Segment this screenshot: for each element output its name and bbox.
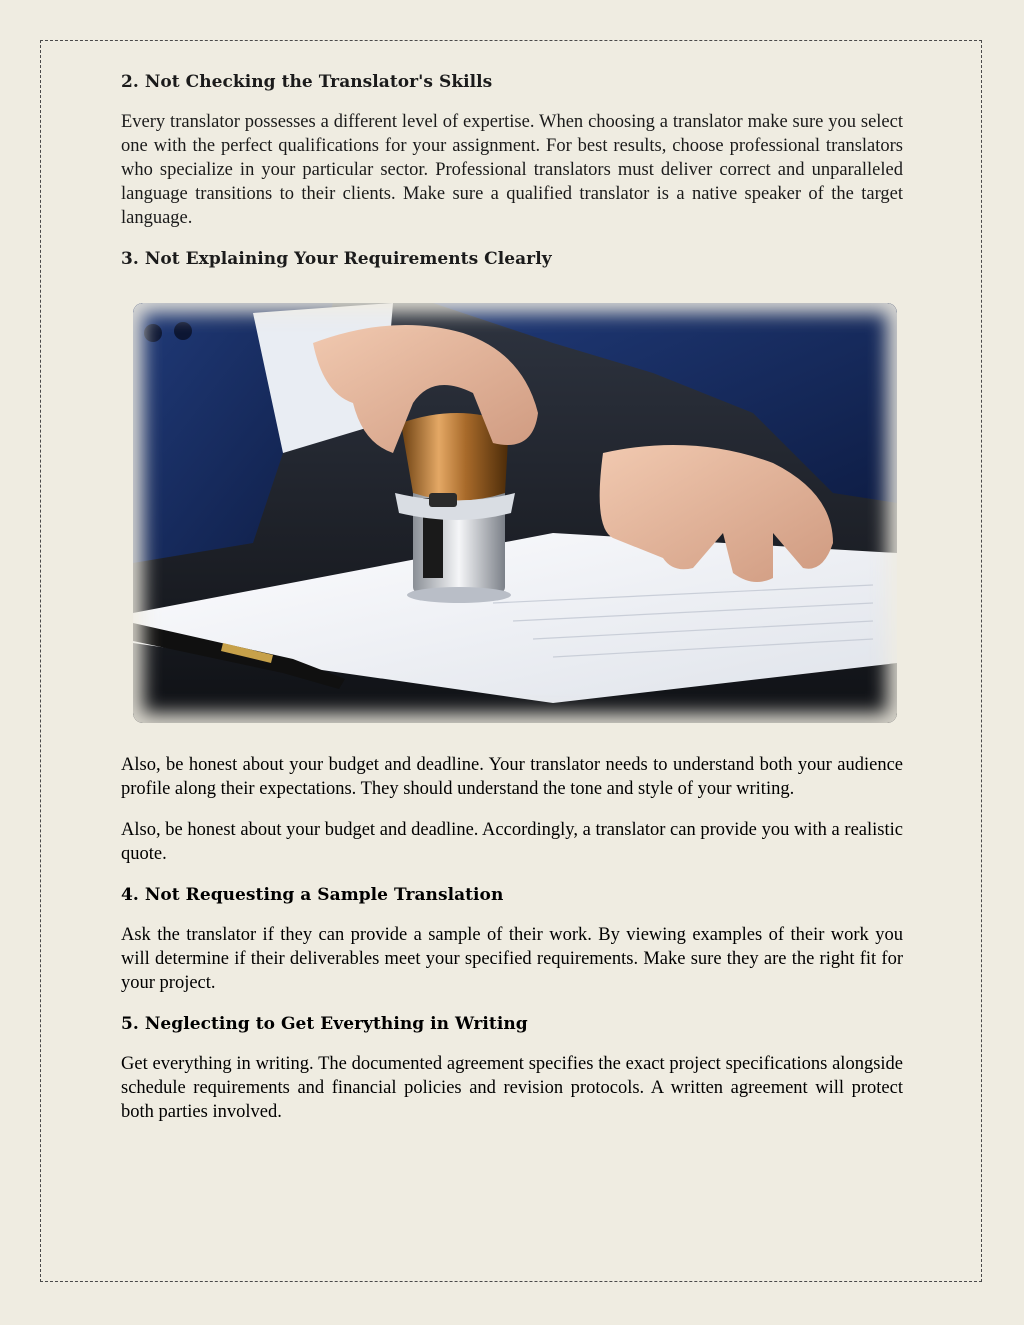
section-paragraph-sample: Ask the translator if they can provide a sample of their work. By viewing examples of their work you will determine if their deliverables meet your specified requirements. Make sure they are the right fit for your project. (121, 925, 903, 993)
section-paragraph-requirements-1: Also, be honest about your budget and deadline. Your translator needs to understand both your audience profile along their expectations. They should understand the tone and style of your writing. (121, 755, 903, 799)
stamp-on-document-photo-icon (133, 303, 897, 723)
lower-content (121, 753, 903, 1141)
section-heading-skills: 2. Not Checking the Translator's Skills (121, 72, 493, 92)
section-heading-sample: 4. Not Requesting a Sample Translation (121, 885, 504, 905)
top-content (121, 70, 903, 287)
section-paragraph-requirements-2: Also, be honest about your budget and deadline. Accordingly, a translator can provide you with a realistic quote. (121, 820, 903, 864)
stamp-photo (133, 303, 897, 723)
section-heading-writing: 5. Neglecting to Get Everything in Writing (121, 1014, 528, 1034)
section-heading-requirements: 3. Not Explaining Your Requirements Clearly (121, 249, 552, 269)
section-paragraph-writing: Get everything in writing. The documented agreement specifies the exact project specifications alongside schedule requirements and financial policies and revision protocols. A written agreement will protect both parties involved. (121, 1054, 903, 1122)
section-paragraph-skills: Every translator possesses a different level of expertise. When choosing a translator make sure you select one with the perfect qualifications for your assignment. For best results, choose professional translators who specialize in your particular sector. Professional translators must deliver correct and unparalleled language transitions to their clients. Make sure a qualified translator is a native speaker of the target language. (121, 112, 903, 228)
